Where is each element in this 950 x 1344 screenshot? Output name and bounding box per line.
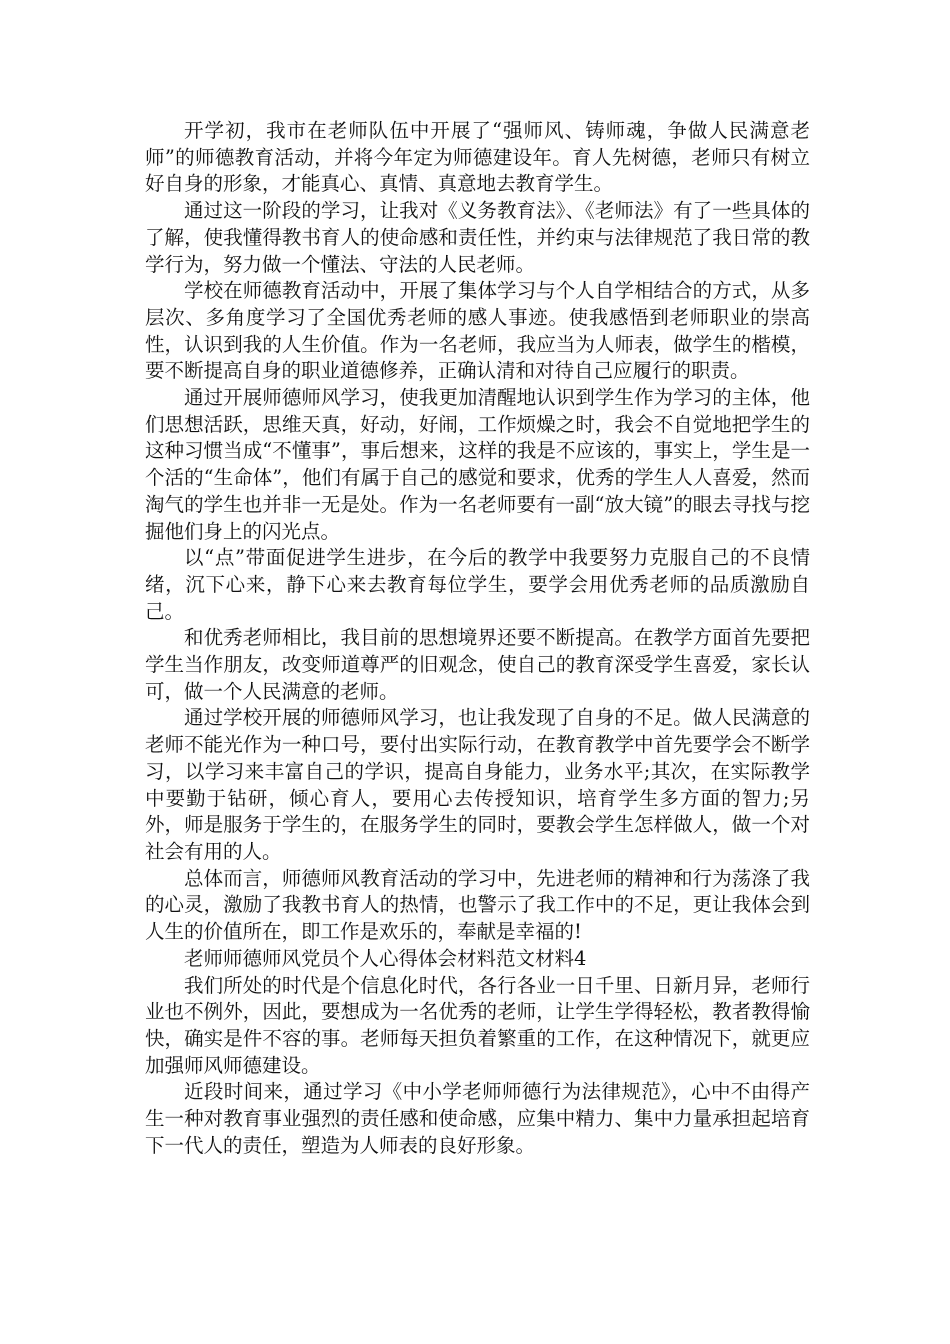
paragraph-law-study: 通过这一阶段的学习，让我对《义务教育法》、《老师法》有了一些具体的了解，使我懂得教书育人的使命感和责任性，并约束与法律规范了我日常的教学行为，努力做一个懂法、守法的人民老师。: [145, 199, 810, 276]
section-heading: 老师师德师风党员个人心得体会材料范文材料4: [184, 946, 587, 970]
paragraph-students-subject: 通过开展师德师风学习，使我更加清醒地认识到学生作为学习的主体，他们思想活跃，思维天真，好动，好闹，工作烦燥之时，我会不自觉地把学生的这种习惯当成“不懂事”，事后想来，这样的我是不应该的，事实上，学生是一个活的“生命体”，他们有属于自己的感觉和要求，优秀的学生人人喜爱，然而淘气的学生也并非一无是处。作为一名老师要有一副“放大镜”的眼去寻找与挖掘他们身上的闪光点。: [145, 386, 810, 543]
paragraph-compare-excellent: 和优秀老师相比，我目前的思想境界还要不断提高。在教学方面首先要把学生当作朋友，改变师道尊严的旧观念，使自己的教育深受学生喜爱，家长认可，做一个人民满意的老师。: [145, 626, 810, 703]
paragraph-school-activity: 学校在师德教育活动中，开展了集体学习与个人自学相结合的方式，从多层次、多角度学习了全国优秀老师的感人事迹。使我感悟到老师职业的崇高性，认识到我的人生价值。作为一名老师，我应当为人师表，做学生的楷模，要不断提高自身的职业道德修养，正确认清和对待自己应履行的职责。: [145, 279, 810, 383]
paragraph-intro: 开学初，我市在老师队伍中开展了“强师风、铸师魂，争做人民满意老师”的师德教育活动，并将今年定为师德建设年。育人先树德，老师只有树立好自身的形象，才能真心、真情、真意地去教育学生。: [145, 119, 810, 196]
paragraph-point-to-surface: 以“点”带面促进学生进步，在今后的教学中我要努力克服自己的不良情绪，沉下心来，静下心来去教育每位学生，要学会用优秀老师的品质激励自己。: [145, 546, 810, 623]
paragraph-summary: 总体而言，师德师风教育活动的学习中，先进老师的精神和行为荡涤了我的心灵，激励了我教书育人的热情，也警示了我工作中的不足，更让我体会到人生的价值所在，即工作是欢乐的，奉献是幸福的!: [145, 866, 810, 944]
document-page: [145, 118, 810, 1159]
paragraph-information-age: 我们所处的时代是个信息化时代，各行各业一日千里、日新月异，老师行业也不例外，因此，要想成为一名优秀的老师，让学生学得轻松，教者教得愉快，确实是件不容的事。老师每天担负着繁重的工作，在这种情况下，就更应加强师风师德建设。: [145, 973, 810, 1077]
paragraph-recent-study: 近段时间来，通过学习《中小学老师师德行为法律规范》，心中不由得产生一种对教育事业强烈的责任感和使命感，应集中精力、集中力量承担起培育下一代人的责任，塑造为人师表的良好形象。: [145, 1080, 810, 1157]
paragraph-shortcomings: 通过学校开展的师德师风学习，也让我发现了自身的不足。做人民满意的老师不能光作为一种口号，要付出实际行动，在教育教学中首先要学会不断学习，以学习来丰富自己的学识，提高自身能力，业务水平;其次，在实际教学中要勤于钻研，倾心育人，要用心去传授知识，培育学生多方面的智力;另外，师是服务于学生的，在服务学生的同时，要教会学生怎样做人，做一个对社会有用的人。: [145, 706, 810, 863]
